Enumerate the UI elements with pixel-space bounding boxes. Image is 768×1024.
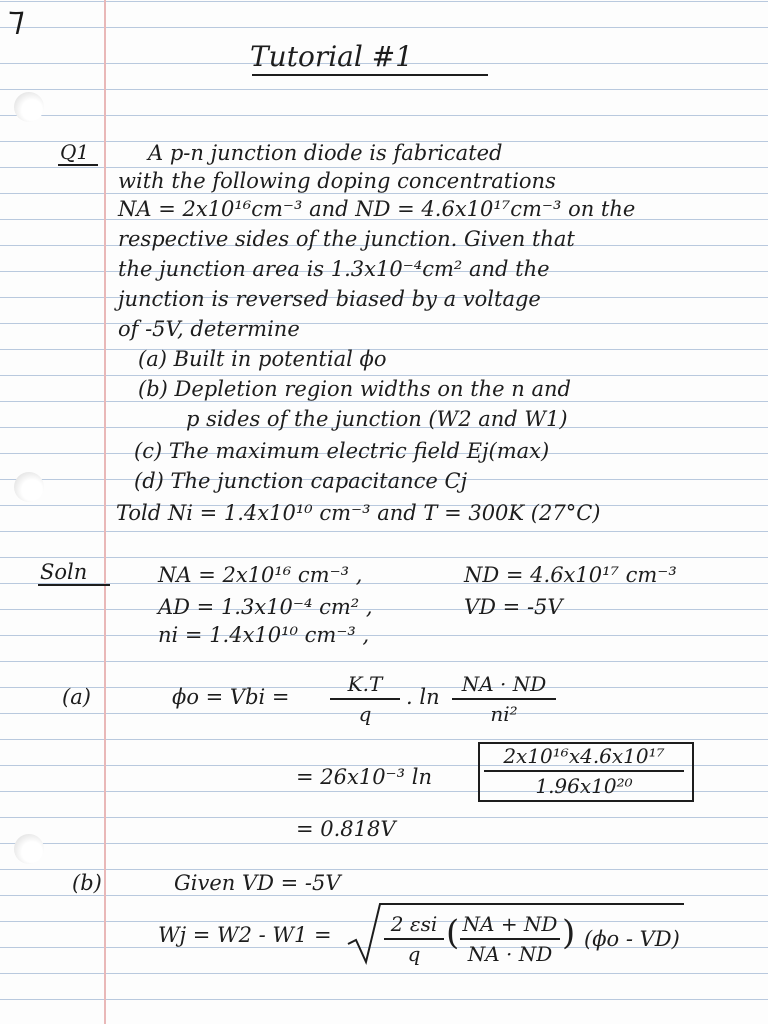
question-line: junction is reversed biased by a voltage	[118, 287, 541, 311]
solution-given-right: VD = -5V	[464, 595, 563, 619]
binder-hole	[14, 834, 44, 864]
question-line: of -5V, determine	[118, 317, 300, 341]
solution-given-line: NA = 2x10¹⁶ cm⁻³ ,	[158, 563, 363, 587]
part-a-frac-doping	[452, 672, 556, 726]
part-a-label: (a)	[62, 685, 91, 709]
solution-given-right: ND = 4.6x10¹⁷ cm⁻³	[464, 563, 677, 587]
fraction-numerator: NA + ND	[462, 912, 558, 936]
page-title: Tutorial #1	[250, 40, 413, 73]
fraction-bar	[330, 698, 400, 700]
fraction-denominator: 1.96x10²⁰	[535, 774, 633, 798]
binder-hole	[14, 92, 44, 122]
solution-given-line: AD = 1.3x10⁻⁴ cm² ,	[158, 595, 373, 619]
part-a-ln: . ln	[406, 685, 440, 709]
part-b-tail: (ϕo - VD)	[584, 927, 680, 951]
fraction-numerator: K.T	[347, 672, 383, 696]
question-line: A p-n junction diode is fabricated	[148, 141, 503, 165]
fraction-numerator: 2 εsi	[390, 912, 438, 936]
question-line: respective sides of the junction. Given that	[118, 227, 575, 251]
margin-line	[104, 0, 106, 1024]
part-a-result: = 0.818V	[296, 817, 396, 841]
part-b-label: (b)	[72, 871, 102, 895]
fraction-numerator: 2x10¹⁶x4.6x10¹⁷	[503, 744, 665, 768]
question-line: with the following doping concentrations	[118, 169, 556, 193]
question-underline	[58, 164, 98, 166]
fraction-bar	[460, 938, 560, 940]
fraction-denominator: ni²	[490, 702, 518, 726]
question-part: (c) The maximum electric field Ej(max)	[134, 439, 550, 463]
question-line: the junction area is 1.3x10⁻⁴cm² and the	[118, 257, 550, 281]
solution-underline	[38, 584, 110, 586]
part-a-frac-kt-q	[330, 672, 400, 726]
part-b-frac-doping	[460, 912, 560, 966]
part-a-lhs: ϕo = Vbi =	[172, 685, 290, 709]
title-underline	[252, 74, 488, 76]
question-part: p sides of the junction (W2 and W1)	[186, 407, 568, 431]
fraction-numerator: NA · ND	[461, 672, 547, 696]
question-part: (d) The junction capacitance Cj	[134, 469, 468, 493]
fraction-denominator: NA · ND	[467, 942, 553, 966]
question-part: (a) Built in potential ϕo	[138, 347, 387, 371]
part-b-frac-eps-q	[384, 912, 444, 966]
part-a-step2-frac	[484, 744, 684, 798]
question-line: NA = 2x10¹⁶cm⁻³ and ND = 4.6x10¹⁷cm⁻³ on the	[118, 197, 636, 221]
fraction-bar	[484, 770, 684, 772]
solution-given-line: ni = 1.4x10¹⁰ cm⁻³ ,	[158, 623, 370, 647]
fraction-denominator: q	[407, 942, 421, 966]
right-paren: )	[562, 913, 576, 953]
left-paren: (	[446, 913, 460, 953]
part-b-given: Given VD = -5V	[174, 871, 341, 895]
fraction-bar	[384, 938, 444, 940]
question-given: Told Ni = 1.4x10¹⁰ cm⁻³ and T = 300K (27°C)	[116, 501, 601, 525]
question-label: Q1	[60, 140, 90, 164]
part-b-lhs: Wj = W2 - W1 =	[158, 923, 332, 947]
solution-label: Soln	[40, 560, 88, 584]
fraction-bar	[452, 698, 556, 700]
corner-scribble-icon: ⁊	[8, 0, 25, 39]
part-a-step2-prefix: = 26x10⁻³ ln	[296, 765, 432, 789]
question-part: (b) Depletion region widths on the n and	[138, 377, 571, 401]
fraction-denominator: q	[358, 702, 372, 726]
binder-hole	[14, 472, 44, 502]
